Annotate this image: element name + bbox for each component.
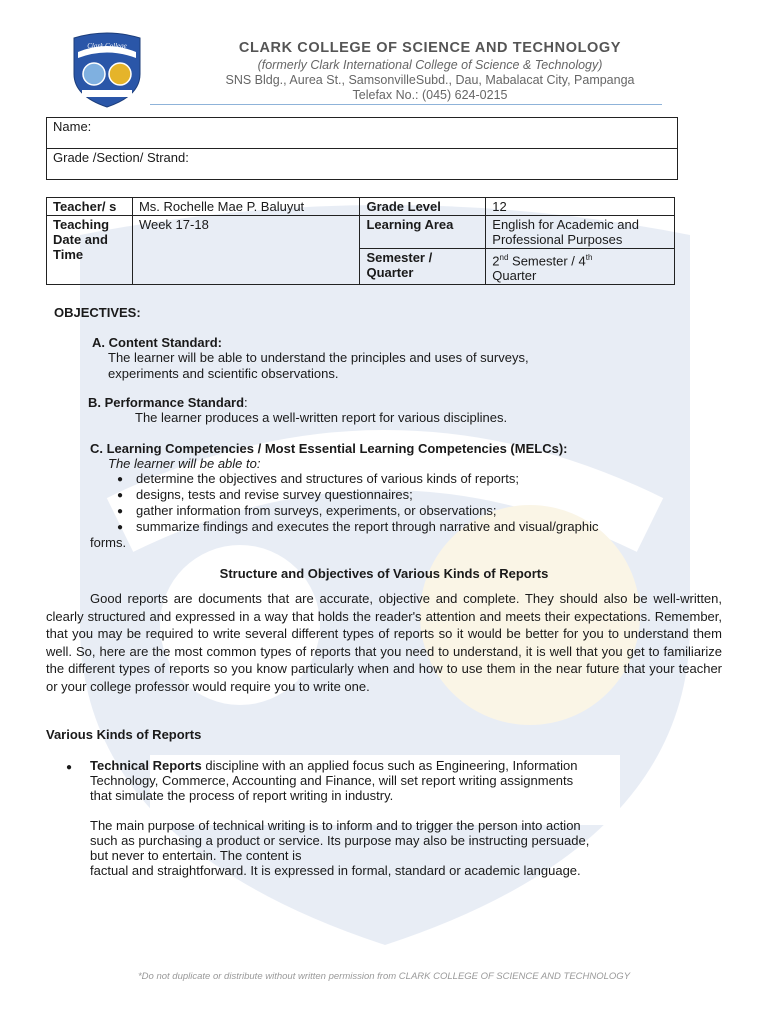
technical-purpose-line4: factual and straightforward. It is expressed in formal, standard or academic language. bbox=[90, 863, 581, 878]
teacher-label: Teacher/ s bbox=[47, 198, 133, 216]
performance-standard-text: The learner produces a well-written report for various disciplines. bbox=[135, 410, 508, 425]
technical-purpose-line2: such as purchasing a product or service. Its purpose may also be instructing persuade, bbox=[90, 833, 590, 848]
objectives-heading: OBJECTIVES: bbox=[54, 305, 141, 320]
technical-reports-line2: Technology, Commerce, Accounting and Finance, will set report writing assignments bbox=[90, 773, 574, 788]
bullet-icon: ● bbox=[66, 762, 73, 773]
semester-value: 2nd Semester / 4th Quarter bbox=[486, 249, 675, 285]
technical-purpose-line1: The main purpose of technical writing is to inform and to trigger the person into action bbox=[90, 818, 581, 833]
content-standard-line2: experiments and scientific observations. bbox=[108, 366, 339, 381]
melc-item: summarize findings and executes the report through narrative and visual/graphic bbox=[136, 519, 599, 534]
bullet-icon: ● bbox=[117, 490, 124, 501]
technical-purpose-line3: but never to entertain. The content is bbox=[90, 848, 302, 863]
footer-notice: *Do not duplicate or distribute without written permission from CLARK COLLEGE OF SCIENCE AND TECHNOLOGY bbox=[137, 971, 631, 982]
melc-item-tail: forms. bbox=[90, 535, 127, 550]
technical-reports-line1: Technical Reports discipline with an applied focus such as Engineering, Information bbox=[90, 758, 578, 773]
section-title: Structure and Objectives of Various Kinds of Reports bbox=[219, 566, 549, 581]
melc-item: determine the objectives and structures of various kinds of reports; bbox=[136, 471, 519, 486]
teaching-date-label: Teaching Date and Time bbox=[47, 216, 133, 285]
melc-item: designs, tests and revise survey questionnaires; bbox=[136, 487, 413, 502]
header-divider bbox=[150, 104, 662, 105]
student-info-table bbox=[46, 117, 678, 180]
college-name: CLARK COLLEGE OF SCIENCE AND TECHNOLOGY bbox=[238, 40, 622, 56]
teaching-date-value: Week 17-18 bbox=[132, 216, 360, 285]
intro-paragraph: Good reports are documents that are accurate, objective and complete. They should also be well-written, clearly structured and expressed in a way that holds the reader's attention and meets their expectations. Remember, that you may be required to write several different types of reports so it would be better for you to understand them well. So, here are the most common types of reports that you need to understand, it is well that you get to familiarize the different types of reports so you know particularly when and how to use them in the near future that your teacher or your college professor would require you to write one. bbox=[46, 591, 722, 694]
learning-area-label: Learning Area bbox=[360, 216, 486, 249]
svg-text:Clark College: Clark College bbox=[87, 42, 127, 50]
college-former-name: (formerly Clark International College of Science & Technology) bbox=[257, 58, 603, 72]
melcs-label: C. Learning Competencies / Most Essential Learning Competencies (MELCs): bbox=[90, 441, 568, 456]
content-standard-line1: The learner will be able to understand the principles and uses of surveys, bbox=[108, 350, 529, 365]
performance-standard-label: B. Performance Standard: bbox=[88, 395, 248, 410]
college-telefax: Telefax No.: (045) 624-0215 bbox=[352, 88, 508, 102]
melc-item: gather information from surveys, experiments, or observations; bbox=[136, 503, 497, 518]
college-logo bbox=[70, 30, 144, 108]
grade-level-value: 12 bbox=[486, 198, 675, 216]
college-address: SNS Bldg., Aurea St., SamsonvilleSubd., Dau, Mabalacat City, Pampanga bbox=[225, 73, 635, 87]
learning-area-value: English for Academic and Professional Purposes bbox=[486, 216, 675, 249]
grade-section-field: Grade /Section/ Strand: bbox=[47, 149, 678, 180]
course-info-table bbox=[46, 197, 675, 285]
semester-label: Semester / Quarter bbox=[360, 249, 486, 285]
bullet-icon: ● bbox=[117, 506, 124, 517]
melcs-intro: The learner will be able to: bbox=[108, 456, 261, 471]
technical-reports-line3: that simulate the process of report writing in industry. bbox=[90, 788, 394, 803]
content-standard-label: A. Content Standard: bbox=[92, 335, 222, 350]
teacher-value: Ms. Rochelle Mae P. Baluyut bbox=[132, 198, 360, 216]
bullet-icon: ● bbox=[117, 522, 124, 533]
bullet-icon: ● bbox=[117, 474, 124, 485]
grade-level-label: Grade Level bbox=[360, 198, 486, 216]
kinds-heading: Various Kinds of Reports bbox=[46, 727, 202, 742]
name-field: Name: bbox=[47, 118, 678, 149]
